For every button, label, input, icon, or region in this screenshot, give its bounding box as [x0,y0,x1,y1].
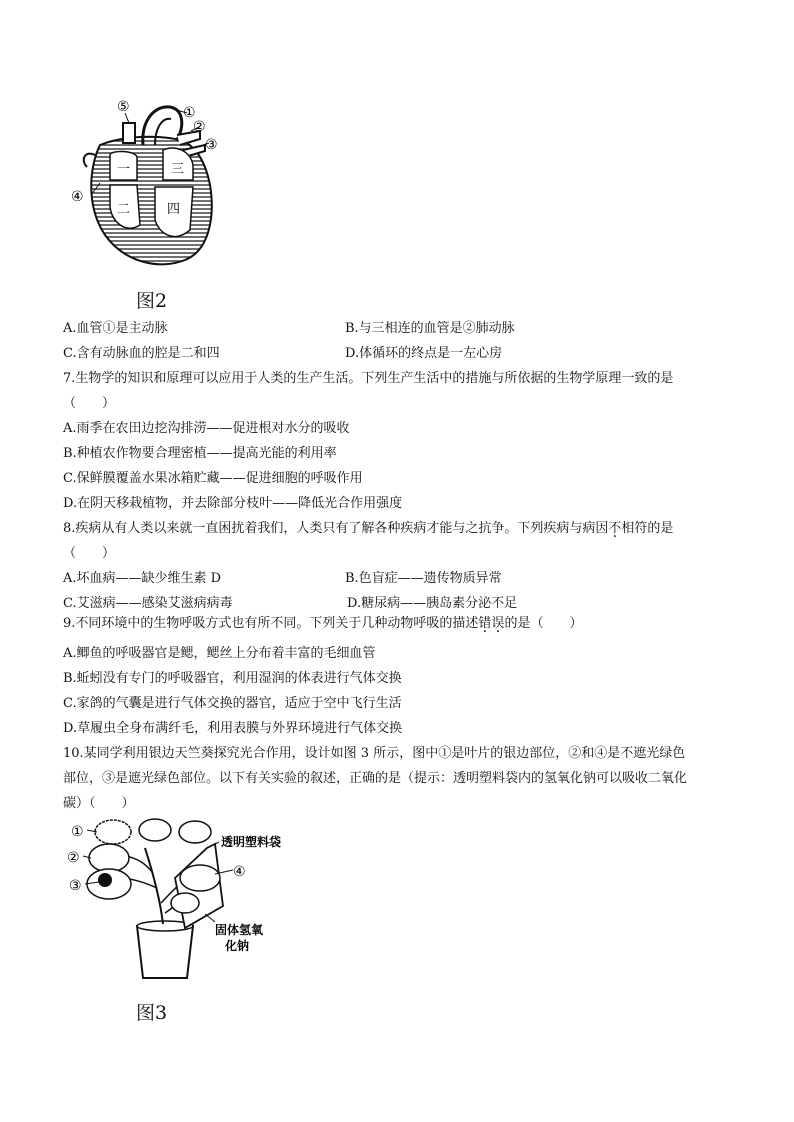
q9-stem [63,616,582,632]
fig3-label-1: ① [71,824,84,840]
q7-stem: 7.生物学的知识和原理可以应用于人类的生产生活。下列生产生活中的措施与所依据的生物学原理一致的是 [63,371,674,386]
q7-option-d: D.在阴天移栽植物，并去除部分枝叶——降低光合作用强度 [63,496,403,511]
q9-stem-post: 的是（ ） [504,616,583,631]
q9-stem-pre: 9.不同环境中的生物呼吸方式也有所不同。下列关于几种动物呼吸的描述 [63,616,479,631]
leaf-4 [180,865,220,891]
chamber-label-3: 三 [171,162,185,177]
q10-stem-line3: 碳）（ ） [63,796,135,811]
label-4: ④ [71,189,84,205]
label-1: ① [183,105,196,121]
q7-option-c: C.保鲜膜覆盖水果冰箱贮藏——促进细胞的呼吸作用 [63,471,363,486]
chamber-label-4: 四 [167,202,181,217]
q8-option-a: A.坏血病——缺少维生素 D [63,571,222,586]
flower-pot [137,926,193,978]
q6-option-b: B.与三相连的血管是②肺动脉 [345,321,515,336]
heart-diagram [65,95,240,275]
vessel-5 [123,123,135,143]
chamber-label-1: 一 [117,162,131,177]
bag-label: 透明塑料袋 [221,835,282,849]
label-5: ⑤ [117,99,130,115]
q8-answer-paren: （ ） [63,546,116,561]
label-3: ③ [205,137,218,153]
q9-stem-emphasis-2: 误 [491,616,505,631]
q9-option-d: D.草履虫全身布满纤毛，利用表膜与外界环境进行气体交换 [63,721,403,736]
fig3-label-3: ③ [69,878,82,894]
naoh-label-line1: 固体氢氧 [215,923,264,937]
fig3-caption: 图3 [136,1002,168,1024]
q10-stem-line2: 部位，③是遮光绿色部位。以下有关实验的叙述，正确的是（提示：透明塑料袋内的氢氧化钠可以吸收二氧化 [63,771,688,786]
leaf-2 [89,844,129,872]
q7-option-b: B.种植农作物要合理密植——提高光能的利用率 [63,446,337,461]
q9-stem-emphasis-1: 错 [478,616,492,631]
q7-option-a: A.雨季在农田边挖沟排涝——促进根对水分的吸收 [63,421,350,436]
q7-answer-paren: （ ） [63,396,116,411]
q9-option-c: C.家鸽的气囊是进行气体交换的器官，适应于空中飞行生活 [63,696,402,711]
leaf-1 [95,820,131,844]
q8-stem-emphasis: 不 [608,521,622,536]
q9-option-a: A.鲫鱼的呼吸器官是鳃，鳃丝上分布着丰富的毛细血管 [63,646,376,661]
label-2: ② [193,119,206,135]
chamber-label-2: 二 [117,202,131,217]
q6-option-a: A.血管①是主动脉 [63,321,168,336]
q6-option-d: D.体循环的终点是一左心房 [345,346,503,361]
fig2-caption: 图2 [136,290,168,312]
q8-stem-post: 相符的是 [621,521,674,536]
leaf-3-covered-spot [98,873,112,887]
q6-option-c: C.含有动脉血的腔是二和四 [63,346,220,361]
geranium-experiment-diagram [65,818,305,988]
q8-option-b: B.色盲症——遗传物质异常 [345,571,502,586]
q8-option-c: C.艾滋病——感染艾滋病病毒 [63,596,233,611]
q8-stem-pre: 8.疾病从有人类以来就一直困扰着我们，人类只有了解各种疾病才能与之抗争。下列疾病与病因 [63,521,609,536]
q8-stem [63,521,673,537]
fig3-label-2: ② [67,850,80,866]
naoh-label-line2: 化钠 [225,939,250,953]
q8-option-d: D.糖尿病——胰岛素分泌不足 [347,596,518,611]
q9-option-b: B.蚯蚓没有专门的呼吸器官，利用湿润的体表进行气体交换 [63,671,402,686]
fig3-label-4: ④ [233,864,246,880]
q10-stem-line1: 10.某同学利用银边天竺葵探究光合作用，设计如图 3 所示，图中①是叶片的银边部位，②和④是不遮光绿色 [63,746,686,761]
